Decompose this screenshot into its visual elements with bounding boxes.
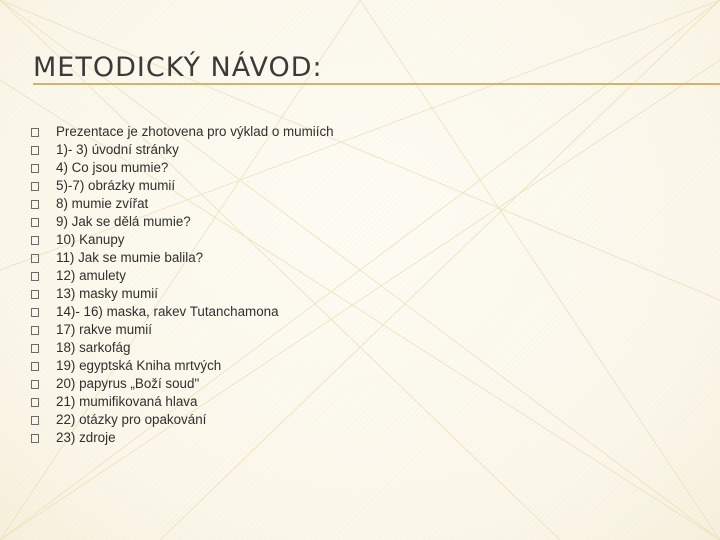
list-item — [31, 357, 334, 375]
list-item-text: 20) papyrus „Boží soud" — [56, 376, 200, 391]
list-item-text: 4) Co jsou mumie? — [56, 160, 169, 175]
list-item-text: 14)- 16) maska, rakev Tutanchamona — [56, 304, 279, 319]
list-item-text: 13) masky mumií — [56, 286, 158, 301]
bullet-list — [31, 123, 334, 447]
checkbox-bullet-icon — [31, 236, 39, 245]
list-item — [31, 267, 334, 285]
list-item — [31, 231, 334, 249]
checkbox-bullet-icon — [31, 362, 39, 371]
list-item — [31, 249, 334, 267]
list-item — [31, 177, 334, 195]
list-item — [31, 339, 334, 357]
list-item — [31, 195, 334, 213]
checkbox-bullet-icon — [31, 326, 39, 335]
list-item-text: 8) mumie zvířat — [56, 196, 149, 211]
list-item — [31, 321, 334, 339]
checkbox-bullet-icon — [31, 434, 39, 443]
list-item-text: 23) zdroje — [56, 430, 116, 445]
list-item-text: 17) rakve mumií — [56, 322, 152, 337]
checkbox-bullet-icon — [31, 182, 39, 191]
checkbox-bullet-icon — [31, 164, 39, 173]
list-item — [31, 411, 334, 429]
checkbox-bullet-icon — [31, 344, 39, 353]
list-item — [31, 141, 334, 159]
list-item — [31, 213, 334, 231]
list-item-text: 5)-7) obrázky mumií — [56, 178, 176, 193]
list-item-text: 11) Jak se mumie balila? — [56, 250, 204, 265]
checkbox-bullet-icon — [31, 416, 39, 425]
list-item-text: 22) otázky pro opakování — [56, 412, 207, 427]
title-underline — [33, 83, 720, 85]
list-item — [31, 429, 334, 447]
list-item-text: 18) sarkofág — [56, 340, 131, 355]
slide-title: METODICKÝ NÁVOD: — [33, 52, 323, 83]
list-item-text: 19) egyptská Kniha mrtvých — [56, 358, 222, 373]
list-item-text: Prezentace je zhotovena pro výklad o mumiích — [56, 124, 334, 139]
list-item-text: 21) mumifikovaná hlava — [56, 394, 198, 409]
list-item — [31, 159, 334, 177]
checkbox-bullet-icon — [31, 146, 39, 155]
checkbox-bullet-icon — [31, 398, 39, 407]
list-item — [31, 393, 334, 411]
checkbox-bullet-icon — [31, 254, 39, 263]
list-item — [31, 285, 334, 303]
checkbox-bullet-icon — [31, 290, 39, 299]
list-item-text: 1)- 3) úvodní stránky — [56, 142, 179, 157]
list-item-text: 12) amulety — [56, 268, 126, 283]
list-item — [31, 123, 334, 141]
list-item-text: 10) Kanupy — [56, 232, 125, 247]
list-item — [31, 303, 334, 321]
checkbox-bullet-icon — [31, 272, 39, 281]
checkbox-bullet-icon — [31, 380, 39, 389]
checkbox-bullet-icon — [31, 200, 39, 209]
list-item-text: 9) Jak se dělá mumie? — [56, 214, 191, 229]
checkbox-bullet-icon — [31, 308, 39, 317]
checkbox-bullet-icon — [31, 128, 39, 137]
checkbox-bullet-icon — [31, 218, 39, 227]
list-item — [31, 375, 334, 393]
